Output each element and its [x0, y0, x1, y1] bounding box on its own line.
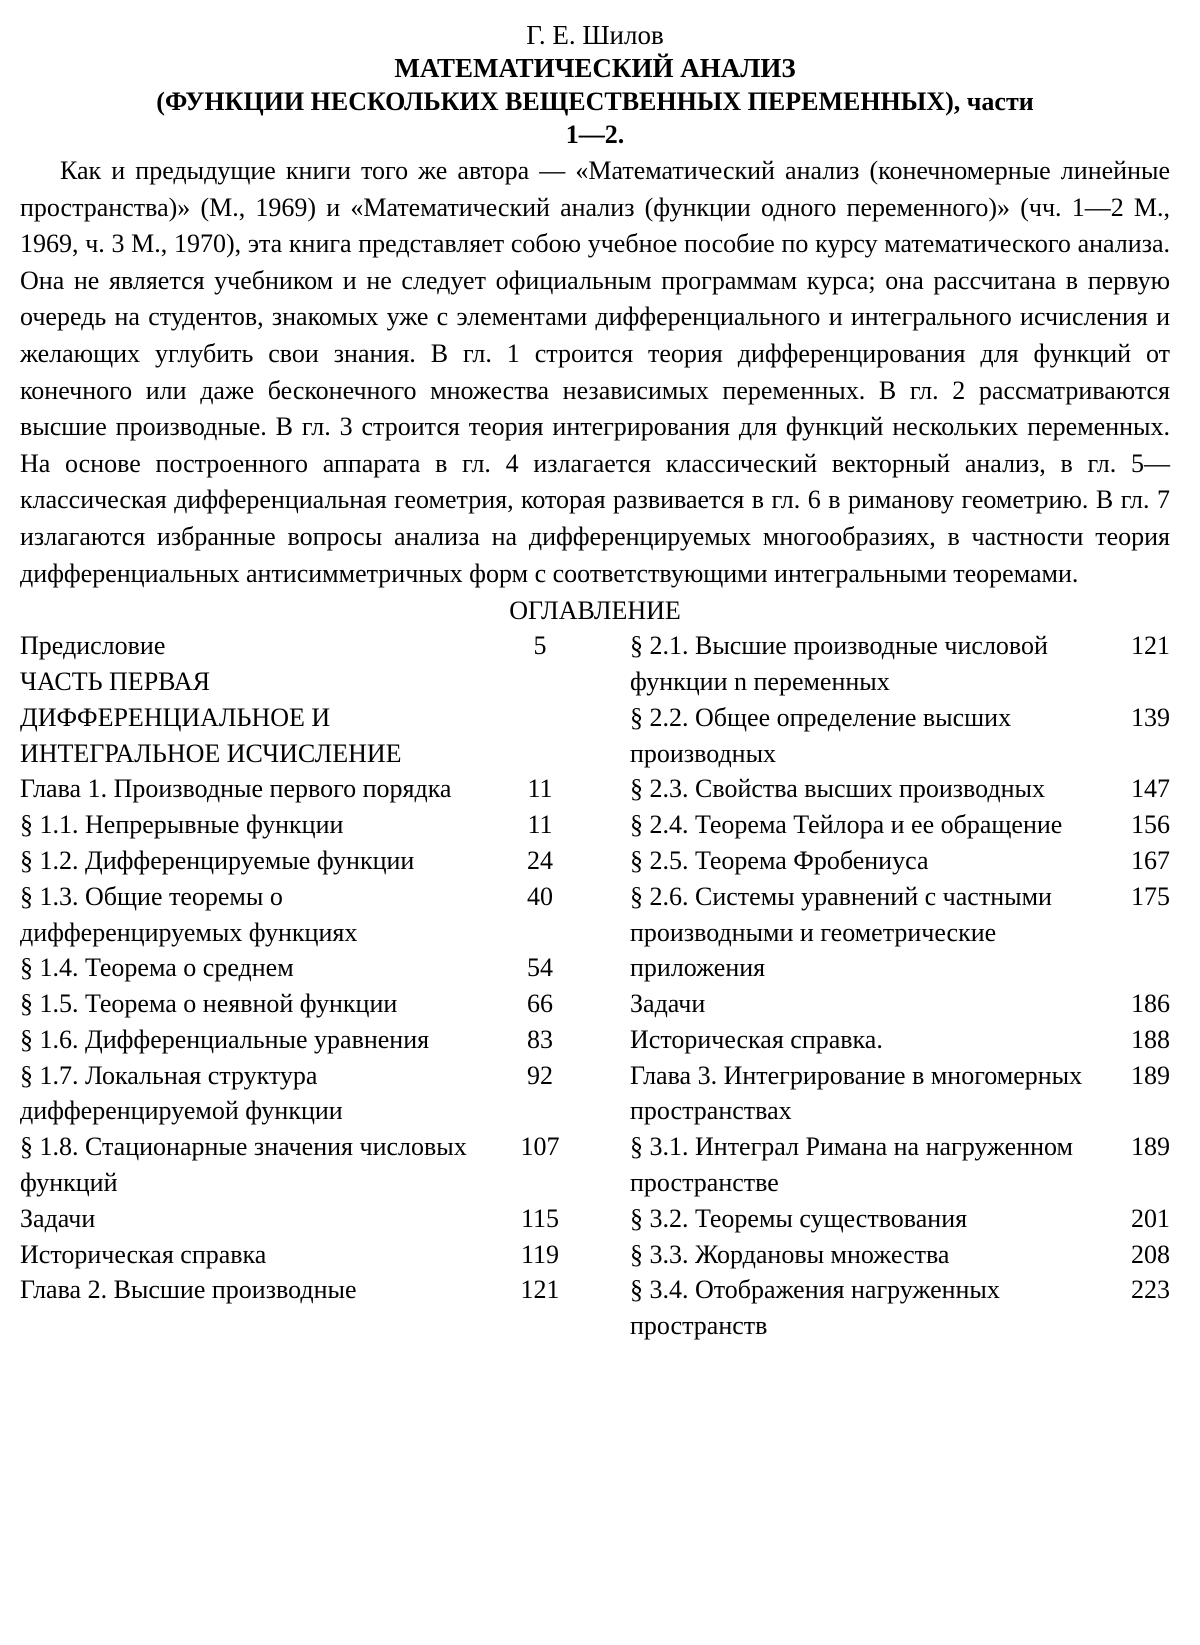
- toc-entry: [20, 1129, 580, 1201]
- toc-entry: [20, 879, 580, 951]
- toc-entry-title: § 2.6. Системы уравнений с частными производными и геометрические приложения: [630, 881, 1052, 983]
- toc-entry-page: 5: [533, 631, 547, 661]
- toc-entry-title: § 1.2. Дифференцируемые функции: [20, 845, 415, 875]
- table-of-contents: [20, 628, 1170, 1344]
- toc-entry-title: Глава 3. Интегрирование в многомерных пространствах: [630, 1060, 1083, 1126]
- toc-entry-title: § 3.4. Отображения нагруженных пространств: [630, 1275, 1000, 1341]
- toc-entry-title: Задачи: [630, 989, 706, 1019]
- toc-entry-page: 147: [1131, 774, 1170, 804]
- toc-entry-title: Историческая справка.: [630, 1024, 883, 1054]
- toc-entry-page: 92: [527, 1060, 553, 1090]
- toc-column-right: [630, 628, 1170, 1344]
- toc-entry-title: § 2.2. Общее определение высших производных: [630, 702, 1012, 768]
- toc-entry-page: 121: [1131, 631, 1170, 661]
- toc-entry: [630, 1129, 1170, 1201]
- toc-entry-title: § 3.1. Интеграл Римана на нагруженном пространстве: [630, 1132, 1073, 1198]
- toc-entry-title: § 1.5. Теорема о неявной функции: [20, 989, 398, 1019]
- toc-entry: [20, 1201, 580, 1237]
- toc-entry: [630, 879, 1170, 986]
- book-title: МАТЕМАТИЧЕСКИЙ АНАЛИЗ: [394, 53, 796, 83]
- toc-entry-page: 201: [1131, 1203, 1170, 1233]
- toc-entry-page: 66: [527, 989, 553, 1019]
- toc-entry-title: § 1.4. Теорема о среднем: [20, 953, 294, 983]
- toc-entry-page: 121: [520, 1275, 560, 1305]
- toc-entry-title: Предисловие: [20, 631, 166, 661]
- toc-entry: [630, 843, 1170, 879]
- toc-entry: [20, 771, 580, 807]
- toc-entry-title: § 1.3. Общие теоремы о дифференцируемых функциях: [20, 881, 358, 947]
- toc-entry: [20, 1237, 580, 1273]
- toc-entry: [630, 986, 1170, 1022]
- toc-entry: [20, 628, 580, 664]
- toc-entry-title: § 2.3. Свойства высших производных: [630, 774, 1046, 804]
- toc-entry-title: § 1.6. Дифференциальные уравнения: [20, 1024, 430, 1054]
- toc-entry-page: 11: [527, 774, 553, 804]
- toc-entry: [630, 807, 1170, 843]
- toc-entry-title: Глава 2. Высшие производные: [20, 1275, 357, 1305]
- toc-entry: [630, 700, 1170, 772]
- toc-entry: [20, 807, 580, 843]
- toc-heading: ОГЛАВЛЕНИЕ: [509, 596, 681, 626]
- toc-entry: [630, 628, 1170, 700]
- toc-entry-page: 186: [1131, 989, 1170, 1019]
- toc-entry: [630, 1022, 1170, 1058]
- toc-entry-page: 40: [527, 881, 553, 911]
- toc-entry: [630, 1272, 1170, 1344]
- book-parts: 1—2.: [565, 120, 625, 149]
- toc-entry-page: 188: [1131, 1024, 1170, 1054]
- toc-entry: [20, 950, 580, 986]
- toc-entry-title: Историческая справка: [20, 1239, 267, 1269]
- toc-entry-page: 107: [520, 1132, 560, 1162]
- toc-entry-page: 11: [527, 810, 553, 840]
- toc-entry-page: 189: [1131, 1060, 1170, 1090]
- toc-entry-title: § 2.4. Теорема Тейлора и ее обращение: [630, 810, 1063, 840]
- toc-entry-title: § 2.1. Высшие производные числовой функции n переменных: [630, 631, 1048, 696]
- toc-entry-title: § 1.1. Непрерывные функции: [20, 810, 344, 840]
- toc-entry: [20, 1058, 580, 1130]
- toc-entry-page: 175: [1131, 881, 1170, 911]
- toc-entry-page: 156: [1131, 810, 1170, 840]
- toc-entry-title: Задачи: [20, 1203, 96, 1233]
- toc-entry-page: 189: [1131, 1132, 1170, 1162]
- abstract-paragraph: Как и предыдущие книги того же автора — «Математический анализ (конечномерные линейные пространства)» (М., 1969) и «Математический анализ (функции одного переменного)» (чч. 1—2 М., 1969, ч. 3 М., 1970), эта книга представляет собою учебное пособие по курсу математического анализа. Она не является учебником и не следует официальным программам курса; она рассчитана в первую очередь на студентов, знакомых уже с элементами дифференциального и интегрального исчисления и желающих углубить свои знания. В гл. 1 строится теория дифференцирования для функций от конечного или даже бесконечного множества независимых переменных. В гл. 2 рассматриваются высшие производные. В гл. 3 строится теория интегрирования для функций нескольких переменных. На основе построенного аппарата в гл. 4 излагается классический векторный анализ, в гл. 5—классическая дифференциальная геометрия, которая развивается в гл. 6 в риманову геометрию. В гл. 7 излагаются избранные вопросы анализа на дифференцируемых многообразиях, в частности теория дифференциальных антисимметричных форм с соответствующими интегральными теоремами.: [20, 156, 1170, 588]
- toc-entry-title: § 3.3. Жордановы множества: [630, 1239, 950, 1269]
- toc-entry: [630, 1237, 1170, 1273]
- toc-column-left: [20, 628, 580, 1344]
- toc-entry: [630, 1201, 1170, 1237]
- toc-entry-title: § 3.2. Теоремы существования: [630, 1203, 968, 1233]
- toc-entry-title: Глава 1. Производные первого порядка: [20, 774, 452, 804]
- book-subtitle: (ФУНКЦИИ НЕСКОЛЬКИХ ВЕЩЕСТВЕННЫХ ПЕРЕМЕННЫХ), части: [156, 87, 1034, 116]
- toc-entry-page: 54: [527, 953, 553, 983]
- toc-entry: [20, 986, 580, 1022]
- toc-entry: [20, 1022, 580, 1058]
- toc-entry-page: 139: [1131, 702, 1170, 732]
- toc-entry-page: 115: [520, 1203, 560, 1233]
- toc-entry: [630, 771, 1170, 807]
- toc-entry-title: § 1.7. Локальная структура дифференцируемой функции: [20, 1060, 343, 1126]
- toc-entry-page: 24: [527, 845, 553, 875]
- toc-entry-page: 208: [1131, 1239, 1170, 1269]
- toc-entry-page: 119: [520, 1239, 560, 1269]
- toc-entry: [20, 843, 580, 879]
- toc-entry: [20, 664, 580, 771]
- toc-entry: [630, 1058, 1170, 1130]
- toc-entry-title: § 1.8. Стационарные значения числовых функций: [20, 1132, 467, 1198]
- toc-entry: [20, 1272, 580, 1308]
- toc-entry-page: 167: [1131, 845, 1170, 875]
- toc-entry-page: 223: [1131, 1275, 1170, 1305]
- author-name: Г. Е. Шилов: [526, 20, 664, 50]
- toc-entry-title: ЧАСТЬ ПЕРВАЯ ДИФФЕРЕНЦИАЛЬНОЕ И ИНТЕГРАЛЬНОЕ ИСЧИСЛЕНИЕ: [20, 666, 402, 768]
- toc-entry-page: 83: [527, 1024, 553, 1054]
- toc-entry-title: § 2.5. Теорема Фробениуса: [630, 845, 929, 875]
